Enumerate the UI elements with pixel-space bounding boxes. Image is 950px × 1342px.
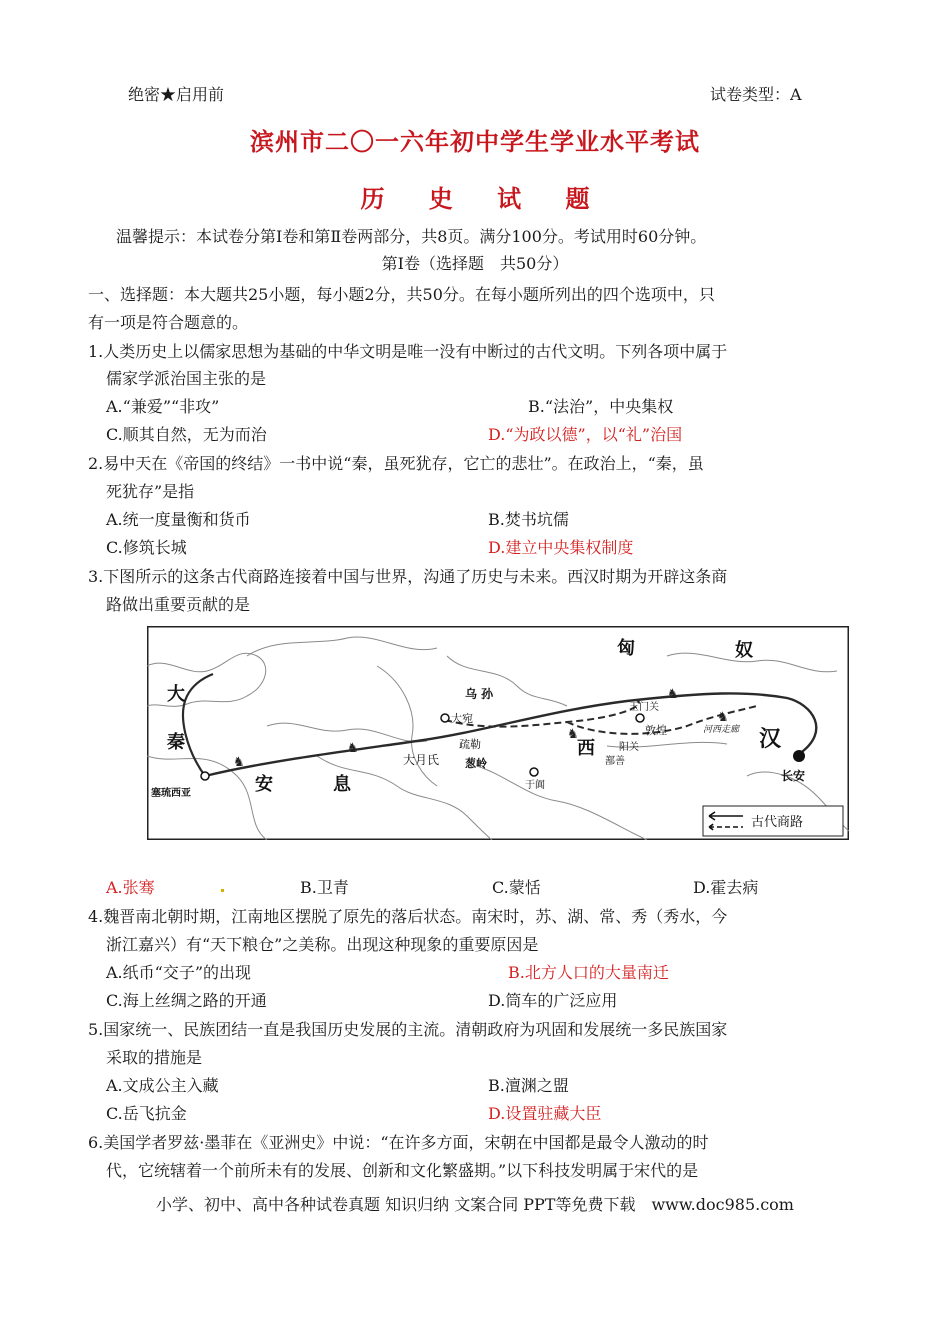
q6-stem-line2: 代，它统辖着一个前所未有的发展、创新和文化繁盛期。”以下科技发明属于宋代的是 (106, 1161, 699, 1180)
q5-option-b: B.澶渊之盟 (488, 1076, 569, 1095)
map-label-dunhuang: 敦煌 (645, 724, 667, 737)
silk-road-map (147, 626, 849, 840)
section-intro-line1: 一、选择题：本大题共25小题，每小题2分，共50分。在每小题所列出的四个选项中，只 (88, 285, 715, 304)
q4-stem-line2: 浙江嘉兴）有“天下粮仓”之美称。出现这种现象的重要原因是 (106, 935, 539, 954)
dawan-marker (441, 714, 449, 722)
camel-icon: ♞ (717, 710, 729, 725)
q2-option-d-answer: D.建立中央集权制度 (488, 538, 634, 557)
q4-option-c: C.海上丝绸之路的开通 (106, 991, 267, 1010)
map-label-dawan: 大宛 (451, 712, 473, 725)
camel-icon: ♞ (347, 741, 359, 756)
q4-option-a: A.纸币“交子”的出现 (106, 963, 252, 982)
q2-option-a: A.统一度量衡和货币 (106, 510, 251, 529)
q4-option-d: D.筒车的广泛应用 (488, 991, 618, 1010)
camel-icon: ♞ (567, 727, 579, 742)
map-label-xi: 西 (577, 738, 595, 759)
map-label-hexi: 河西走廊 (703, 725, 740, 735)
map-label-anxi2: 息 (333, 774, 351, 795)
map-label-congling: 葱岭 (465, 757, 487, 770)
q6-stem-line1: 6.美国学者罗兹·墨菲在《亚洲史》中说：“在许多方面，宋朝在中国都是最令人激动的时 (88, 1133, 709, 1152)
q3-stem-line1: 3.下图所示的这条古代商路连接着中国与世界，沟通了历史与未来。西汉时期为开辟这条商 (88, 567, 728, 586)
map-label-dayuezhi: 大月氏 (403, 753, 440, 767)
map-label-yangguan: 阳关 (619, 742, 639, 753)
map-label-seleucia: 塞琉西亚 (151, 788, 191, 799)
map-label-han: 汉 (759, 727, 782, 752)
secret-label: 绝密★启用前 (128, 85, 225, 104)
map-label-shule: 疏勒 (459, 738, 481, 751)
q1-stem-line1: 1.人类历史上以儒家思想为基础的中华文明是唯一没有中断过的古代文明。下列各项中属于 (88, 342, 728, 361)
q3-option-d: D.霍去病 (693, 878, 759, 897)
map-label-qin: 秦 (167, 732, 185, 753)
q3-option-a-answer: A.张骞 (106, 878, 155, 897)
map-label-shanshan: 鄯善 (605, 756, 625, 767)
map-label-yumenguan: 玉门关 (629, 702, 659, 713)
map-label-yutian: 于阗 (525, 780, 545, 791)
q3-stem-line2: 路做出重要贡献的是 (106, 595, 251, 614)
legend-label: 古代商路 (751, 815, 804, 830)
map-legend (703, 806, 843, 836)
q5-option-a: A.文成公主入藏 (106, 1076, 219, 1095)
paper-type: 试卷类型：A (710, 85, 802, 104)
map-label-anxi1: 安 (255, 774, 273, 795)
q2-option-b: B.焚书坑儒 (488, 510, 569, 529)
q2-option-c: C.修筑长城 (106, 538, 187, 557)
q1-option-a: A.“兼爱”“非攻” (106, 397, 220, 416)
camel-icon: ♞ (667, 687, 679, 702)
exam-title: 滨州市二〇一六年初中学生学业水平考试 (250, 127, 700, 156)
section-intro-line2: 有一项是符合题意的。 (88, 313, 249, 332)
q1-option-d-answer: D.“为政以德”，以“礼”治国 (488, 425, 683, 444)
q2-stem-line2: 死犹存”是指 (106, 482, 195, 501)
map-label-wusun: 乌 孙 (465, 687, 494, 701)
q2-stem-line1: 2.易中天在《帝国的终结》一书中说“秦，虽死犹存，它亡的悲壮”。在政治上，“秦，虽 (88, 454, 704, 473)
q1-option-c: C.顺其自然，无为而治 (106, 425, 267, 444)
q3-option-b: B.卫青 (300, 878, 349, 897)
q1-option-b: B.“法治”，中央集权 (528, 397, 674, 416)
q5-option-d-answer: D.设置驻藏大臣 (488, 1104, 602, 1123)
stray-dot (221, 889, 224, 892)
q5-stem-line2: 采取的措施是 (106, 1048, 203, 1067)
q1-stem-line2: 儒家学派治国主张的是 (106, 369, 267, 388)
map-label-xiongnu1: 匈 (617, 638, 635, 659)
q4-option-b-answer: B.北方人口的大量南迁 (508, 963, 669, 982)
q4-stem-line1: 4.魏晋南北朝时期，江南地区摆脱了原先的落后状态。南宋时，苏、湖、常、秀（秀水，今 (88, 907, 728, 926)
yutian-marker (530, 768, 538, 776)
footer-ad: 小学、初中、高中各种试卷真题 知识归纳 文案合同 PPT等免费下载 www.doc985.com (156, 1195, 794, 1214)
q5-stem-line1: 5.国家统一、民族团结一直是我国历史发展的主流。清朝政府为巩固和发展统一多民族国家 (88, 1020, 728, 1039)
q3-option-c: C.蒙恬 (492, 878, 541, 897)
changan-marker (793, 750, 805, 762)
map-label-da: 大 (167, 684, 185, 705)
map-label-xiongnu2: 奴 (735, 640, 753, 661)
camel-icon: ♞ (233, 755, 245, 770)
subject-title: 历 史 试 题 (360, 184, 608, 213)
tip-text: 温馨提示：本试卷分第Ⅰ卷和第Ⅱ卷两部分，共8页。满分100分。考试用时60分钟。 (116, 227, 707, 246)
part1-heading: 第Ⅰ卷（选择题 共50分） (381, 254, 569, 273)
q5-option-c: C.岳飞抗金 (106, 1104, 187, 1123)
map-label-changan: 长安 (781, 769, 806, 783)
dunhuang-marker (636, 714, 644, 722)
seleucia-marker (201, 772, 209, 780)
